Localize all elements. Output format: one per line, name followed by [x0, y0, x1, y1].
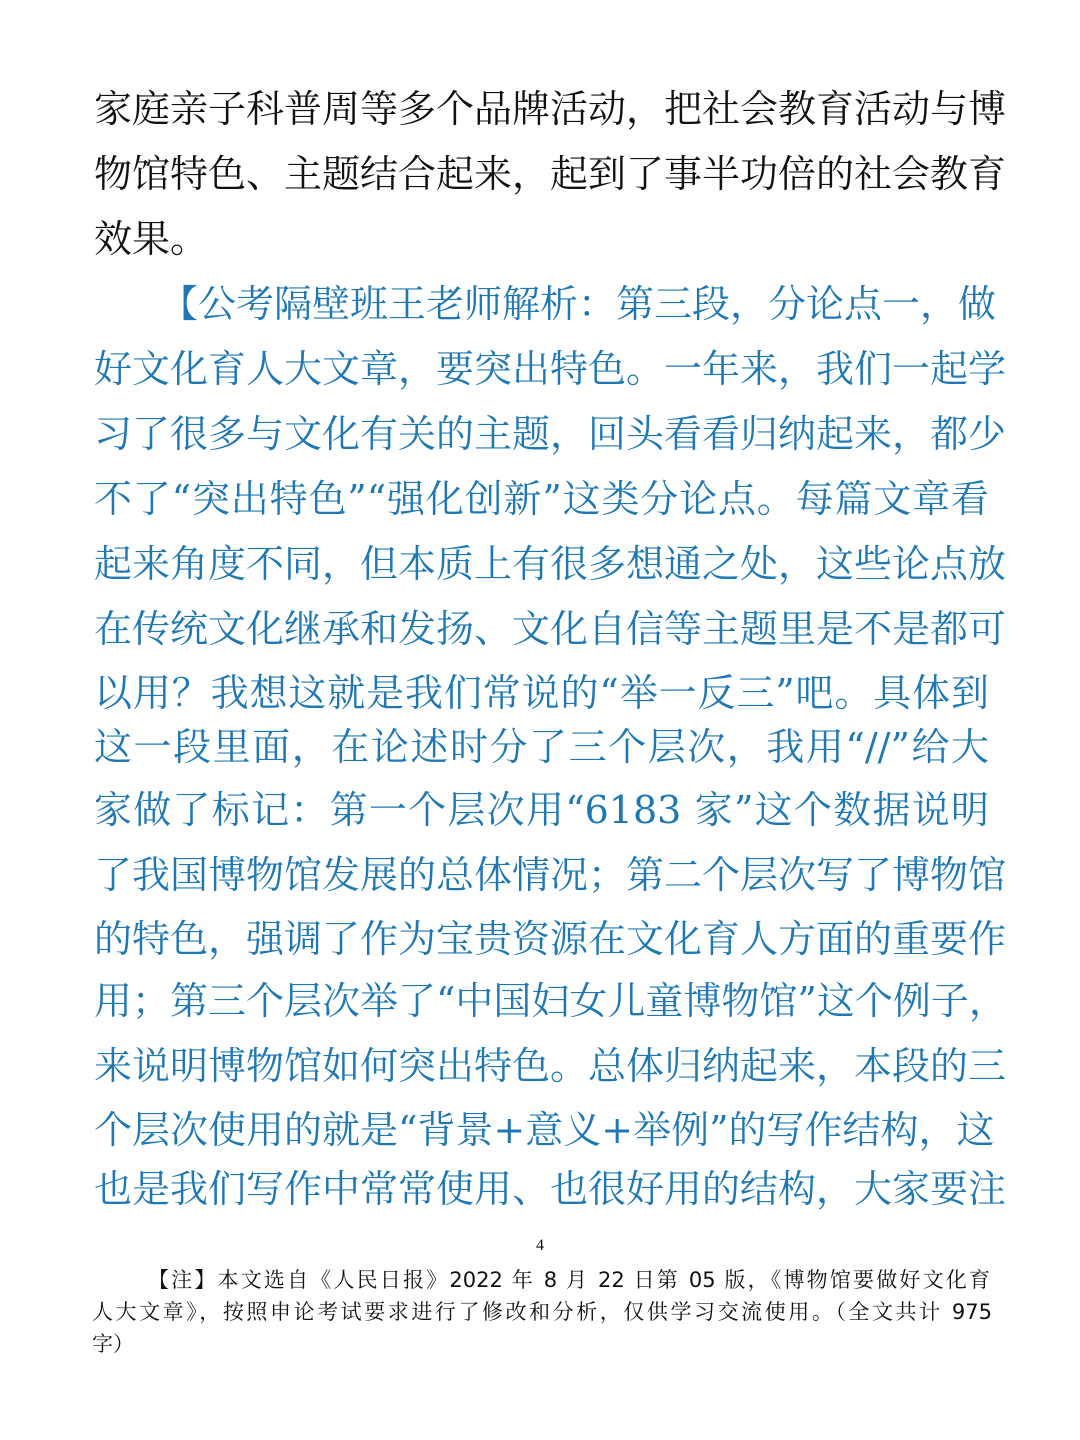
analysis-line: 个层次使用的就是“背景+意义+举例”的写作结构，这 — [94, 1108, 995, 1152]
analysis-line: 这一段里面，在论述时分了三个层次，我用“//”给大 — [94, 725, 989, 769]
analysis-line: 了我国博物馆发展的总体情况；第二个层次写了博物馆 — [94, 853, 1007, 897]
footnote-line: 人大文章》，按照申论考试要求进行了修改和分析，仅供学习交流使用。（全文共计 975 — [92, 1300, 992, 1324]
analysis-line: 以用？我想这就是我们常说的“举一反三”吧。具体到 — [94, 671, 989, 715]
analysis-line: 的特色，强调了作为宝贵资源在文化育人方面的重要作 — [94, 917, 1007, 961]
footnote-line: 【注】本文选自《人民日报》2022 年 8 月 22 日第 05 版，《博物馆要做好文化育 — [148, 1268, 990, 1292]
page-number: 4 — [536, 1237, 544, 1254]
analysis-line: 家做了标记：第一个层次用“6183 家”这个数据说明 — [94, 788, 989, 832]
intro-line: 物馆特色、主题结合起来，起到了事半功倍的社会教育 — [94, 152, 1007, 196]
intro-line: 效果。 — [94, 217, 209, 261]
analysis-line: 在传统文化继承和发扬、文化自信等主题里是不是都可 — [94, 607, 1007, 651]
analysis-line: 好文化育人大文章，要突出特色。一年来，我们一起学 — [94, 347, 1007, 391]
analysis-line: 习了很多与文化有关的主题，回头看看归纳起来，都少 — [94, 412, 1007, 456]
analysis-line: 【公考隔壁班王老师解析：第三段，分论点一，做 — [160, 282, 997, 326]
footnote-line: 字） — [92, 1332, 134, 1356]
analysis-line: 不了“突出特色”“强化创新”这类分论点。每篇文章看 — [94, 477, 989, 521]
analysis-line: 也是我们写作中常常使用、也很好用的结构，大家要注 — [94, 1167, 1007, 1211]
analysis-line: 用；第三个层次举了“中国妇女儿童博物馆”这个例子， — [94, 979, 1007, 1023]
analysis-line: 来说明博物馆如何突出特色。总体归纳起来，本段的三 — [94, 1044, 1007, 1088]
intro-line: 家庭亲子科普周等多个品牌活动，把社会教育活动与博 — [94, 87, 1007, 131]
analysis-line: 起来角度不同，但本质上有很多想通之处，这些论点放 — [94, 542, 1007, 586]
